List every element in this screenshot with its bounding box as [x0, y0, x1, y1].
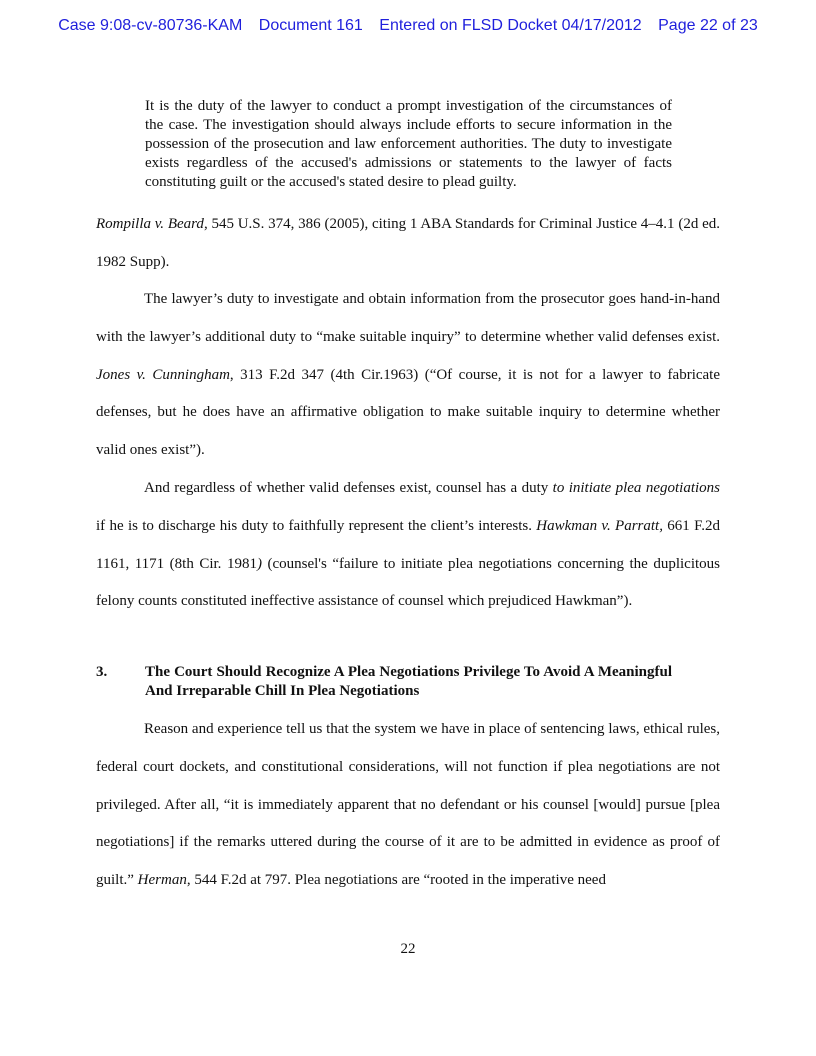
case-citation: Rompilla v. Beard: [96, 216, 204, 232]
paragraph-rompilla: Rompilla v. Beard, 545 U.S. 374, 386 (2005), citing 1 ABA Standards for Criminal Justice 4–4.1 (2d ed. 1982 Supp).: [96, 216, 720, 270]
section-title: The Court Should Recognize A Plea Negotiations Privilege To Avoid A Meaningful And Irreparable Chill In Plea Negotiations: [145, 664, 672, 699]
case-citation: Hawkman v. Parratt,: [536, 517, 663, 534]
emphasis: to initiate plea negotiations: [552, 480, 720, 496]
docket-entry: Entered on FLSD Docket 04/17/2012: [379, 17, 642, 34]
paragraph-reason-and-experience: Reason and experience tell us that the system we have in place of sentencing laws, ethical rules, federal court dockets, and constitutional considerations, will not function if plea negotiations are not privileged. After all, “it is immediately apparent that no defendant or his counsel [would] pursue [plea negotiations] if the remarks uttered during the course of it are to be admitted in evidence as proof of guilt.” Herman, 544 F.2d at 797. Plea negotiations are “rooted in the imperative need: [96, 721, 720, 889]
section-heading: [96, 663, 672, 701]
case-citation: Herman: [137, 872, 187, 889]
document-number: Document 161: [258, 17, 363, 34]
page-of-total: Page 22 of 23: [658, 17, 758, 34]
case-citation: Jones v. Cunningham: [96, 366, 230, 383]
block-quote: It is the duty of the lawyer to conduct a prompt investigation of the circumstances of the case. The investigation should always include efforts to secure information in the possession of the prosecution and law enforcement authorities. The duty to investigate exists regardless of the accused's admissions or statements to the lawyer of facts constituting guilt or the accused's stated desire to plead guilty.: [145, 98, 672, 190]
docket-header: [0, 17, 816, 35]
paragraph-duty-to-investigate: The lawyer’s duty to investigate and obtain information from the prosecutor goes hand-in-hand with the lawyer’s additional duty to “make suitable inquiry” to determine whether valid defenses exist. Jones v. Cunningham, 313 F.2d 347 (4th Cir.1963) (“Of course, it is not for a lawyer to fabricate defenses, but he does have an affirmative obligation to make suitable inquiry to determine whether valid ones exist”).: [96, 291, 721, 459]
paragraph-plea-negotiations: And regardless of whether valid defenses exist, counsel has a duty to initiate plea negotiations if he is to discharge his duty to faithfully represent the client’s interests. Hawkman v. Parratt, 661 F.2d 1161, 1171 (8th Cir. 1981) (counsel's “failure to initiate plea negotiations concerning the duplicitous felony counts constituted ineffective assistance of counsel which prejudiced Hawkman”).: [96, 480, 720, 610]
section-number: 3.: [96, 664, 108, 680]
page-number: 22: [400, 941, 416, 957]
case-number: Case 9:08-cv-80736-KAM: [58, 17, 243, 34]
